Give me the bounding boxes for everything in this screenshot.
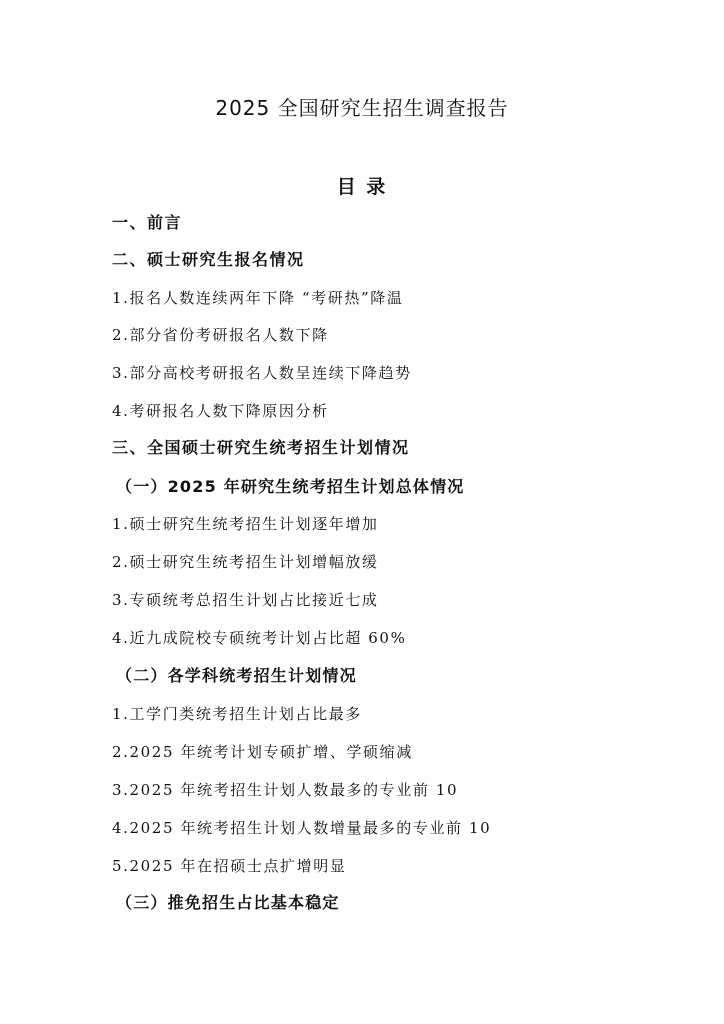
toc-entry-3-b: （二）各学科统考招生计划情况 [116,666,357,685]
toc-entry-3-c: （三）推免招生占比基本稳定 [116,893,340,912]
toc-entry-section-3: 三、全国硕士研究生统考招生计划情况 [112,438,410,457]
toc-entry-3-b-4: 4.2025 年统考招生计划人数增量最多的专业前 10 [112,819,492,837]
toc-entry-2-1: 1.报名人数连续两年下降 “考研热”降温 [112,289,404,307]
toc-entry-3-b-5: 5.2025 年在招硕士点扩增明显 [112,857,347,875]
toc-entry-preface: 一、前言 [112,213,183,232]
toc-entry-2-3: 3.部分高校考研报名人数呈连续下降趋势 [112,364,412,382]
toc-entry-3-a-2: 2.硕士研究生统考招生计划增幅放缓 [112,553,379,571]
toc-entry-2-2: 2.部分省份考研报名人数下降 [112,326,329,344]
toc-entry-section-2: 二、硕士研究生报名情况 [112,250,305,269]
toc-heading: 目 录 [336,176,388,198]
toc-entry-3-a-4: 4.近九成院校专硕统考计划占比超 60% [112,629,407,647]
toc-entry-3-a-3: 3.专硕统考总招生计划占比接近七成 [112,591,379,609]
toc-entry-2-4: 4.考研报名人数下降原因分析 [112,402,329,420]
toc-entry-3-b-1: 1.工学门类统考招生计划占比最多 [112,705,362,723]
toc-entry-3-a: （一）2025 年研究生统考招生计划总体情况 [116,477,465,496]
toc-entry-3-b-3: 3.2025 年统考招生计划人数最多的专业前 10 [112,781,459,799]
document-title: 2025 全国研究生招生调查报告 [215,96,509,120]
toc-entry-3-a-1: 1.硕士研究生统考招生计划逐年增加 [112,515,379,533]
toc-entry-3-b-2: 2.2025 年统考计划专硕扩增、学硕缩减 [112,743,413,761]
